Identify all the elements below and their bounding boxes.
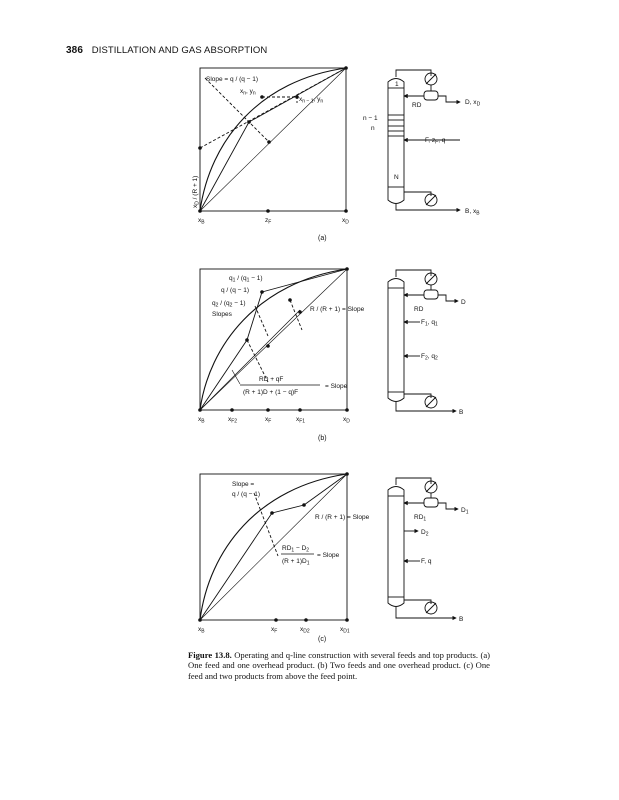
column-c-reflux-label: $RD_1$ bbox=[414, 514, 427, 523]
panel-a-xtick-zf: $z_F$ bbox=[265, 217, 272, 226]
panel-a-point-n-label: $x_n$, $y_n$ bbox=[240, 88, 256, 97]
panel-c-slope-label-2: q / (q − 1) bbox=[232, 491, 260, 498]
column-a-stage-n-1: n − 1 bbox=[363, 115, 378, 122]
panel-a-rectifying-line bbox=[249, 68, 346, 122]
panel-a-slope-label: Slope = q / (q − 1) bbox=[206, 76, 259, 83]
panel-b-q-line bbox=[255, 306, 268, 336]
column-a-stage-N: N bbox=[394, 174, 399, 181]
panel-a-point-n bbox=[260, 95, 264, 99]
column-b-feed2-label: $F_2$, $q_2$ bbox=[421, 353, 438, 362]
panel-a-q-line bbox=[205, 78, 269, 142]
panel-b-slope-q: q / (q − 1) bbox=[221, 287, 249, 294]
figure-caption-text: Operating and q-line construction with several feeds and top products. (a) One feed and one overhead product. (b) Two feeds and one overhead product. (c) One feed and two products from above the feed point. bbox=[188, 650, 490, 681]
column-a-stage-1: 1 bbox=[395, 81, 399, 88]
column-c-bottoms-label: B bbox=[459, 616, 464, 623]
column-c-feed-label: F, q bbox=[421, 558, 432, 565]
column-b-distillate-label: D bbox=[461, 299, 466, 306]
panel-b-slopes-word: Slopes bbox=[212, 311, 232, 318]
column-b bbox=[388, 270, 458, 411]
column-a-shell bbox=[388, 79, 404, 204]
panel-a-label: (a) bbox=[318, 235, 327, 242]
panel-a-intersection-point bbox=[247, 120, 251, 124]
panel-a-tick-xd bbox=[344, 209, 348, 213]
column-a-reflux-label: RD bbox=[412, 102, 422, 109]
column-a-distillate-label: D, $x_D$ bbox=[465, 99, 481, 108]
column-c-reflux-drum bbox=[424, 498, 438, 507]
panel-c-fraction-eq: = Slope bbox=[317, 552, 340, 559]
column-c-shell bbox=[388, 487, 404, 607]
panel-c-xtick-xd2: $x_{D2}$ bbox=[300, 626, 310, 635]
panel-b-slope-q2: $q_2 / (q_2 - 1)$ bbox=[212, 300, 246, 309]
panel-a-diagonal bbox=[200, 68, 346, 211]
panel-c-middle-line bbox=[272, 505, 304, 513]
panel-c-slope-label-1: Slope = bbox=[232, 481, 255, 488]
running-title: DISTILLATION AND GAS ABSORPTION bbox=[91, 45, 268, 56]
column-b-bottoms-label: B bbox=[459, 409, 464, 416]
panel-a-intercept-point bbox=[198, 146, 202, 150]
panel-a-tick-zf bbox=[266, 209, 270, 213]
panel-b-fraction-denominator: (R + 1)D + (1 − q)F bbox=[243, 389, 299, 396]
column-c bbox=[388, 478, 458, 618]
column-b-reflux-label: RD bbox=[414, 306, 424, 313]
page-number: 386 bbox=[66, 45, 83, 56]
panel-c-xtick-xf: $x_F$ bbox=[271, 626, 278, 635]
panel-c-stripping-line bbox=[200, 513, 272, 620]
panel-b-q1-line bbox=[290, 300, 302, 330]
column-a-reflux-drum bbox=[424, 91, 438, 100]
panel-c-fraction-numerator: $RD_1 - D_2$ bbox=[282, 545, 310, 554]
panel-a-qline-point bbox=[267, 140, 271, 144]
panel-c-fraction-denominator: $(R + 1)D_1$ bbox=[282, 558, 310, 567]
panel-a-y-axis-label: $x_D / (R + 1)$ bbox=[192, 175, 201, 208]
column-c-distillate1-label: $D_1$ bbox=[461, 507, 469, 516]
panel-b-rectifying-slope: R / (R + 1) = Slope bbox=[310, 306, 365, 313]
panel-c-q-line bbox=[254, 493, 278, 556]
panel-c-diagonal bbox=[200, 474, 347, 620]
column-a-feed-label: F, $z_F$, q bbox=[425, 137, 446, 146]
panel-b-xtick-xf: $x_F$ bbox=[265, 416, 272, 425]
panel-b-xtick-xd: $x_D$ bbox=[343, 416, 350, 425]
panel-b-xtick-xb: $x_B$ bbox=[198, 416, 205, 425]
panel-a-diagram bbox=[200, 68, 346, 211]
panel-a-top-point bbox=[344, 66, 348, 70]
column-b-shell bbox=[388, 279, 404, 402]
panel-b-stripping-line bbox=[200, 340, 247, 410]
panel-c-label: (c) bbox=[318, 636, 327, 643]
panel-b-fraction-eq: = Slope bbox=[325, 383, 348, 390]
panel-b-slope-q1: $q_1 / (q_1 - 1)$ bbox=[229, 275, 263, 284]
panel-a-tick-xb bbox=[198, 209, 202, 213]
panel-b-rectifying-line bbox=[262, 269, 347, 292]
panel-c-rectifying-slope: R / (R + 1) = Slope bbox=[315, 514, 370, 521]
panel-c-xtick-xd1: $x_{D1}$ bbox=[340, 626, 350, 635]
column-b-reflux-drum bbox=[424, 290, 438, 299]
column-a bbox=[388, 70, 460, 210]
figure-caption-label: Figure 13.8. bbox=[188, 650, 232, 660]
panel-a-point-n1-label: $x_{n - 1}$, $y_n$ bbox=[299, 96, 324, 105]
column-c-distillate2-label: $D_2$ bbox=[421, 529, 429, 538]
panel-a-xtick-xb: $x_B$ bbox=[198, 217, 205, 226]
column-b-feed1-label: $F_1$, $q_1$ bbox=[421, 319, 438, 328]
column-a-stage-n: n bbox=[371, 125, 375, 132]
figure-caption bbox=[188, 650, 490, 681]
panel-c-diagram bbox=[200, 474, 347, 620]
column-a-bottoms-label: B, $x_B$ bbox=[465, 208, 480, 217]
panel-a-xtick-xd: $x_D$ bbox=[342, 217, 349, 226]
panel-b-xtick-xf1: $x_{F1}$ bbox=[296, 416, 306, 425]
panel-b-fraction-numerator: RD + qF bbox=[259, 376, 284, 383]
panel-b-label: (b) bbox=[318, 435, 327, 442]
panel-b-xtick-xf2: $x_{F2}$ bbox=[228, 416, 238, 425]
panel-a-stripping-line bbox=[200, 122, 249, 211]
panel-c-xtick-xb: $x_B$ bbox=[198, 626, 205, 635]
